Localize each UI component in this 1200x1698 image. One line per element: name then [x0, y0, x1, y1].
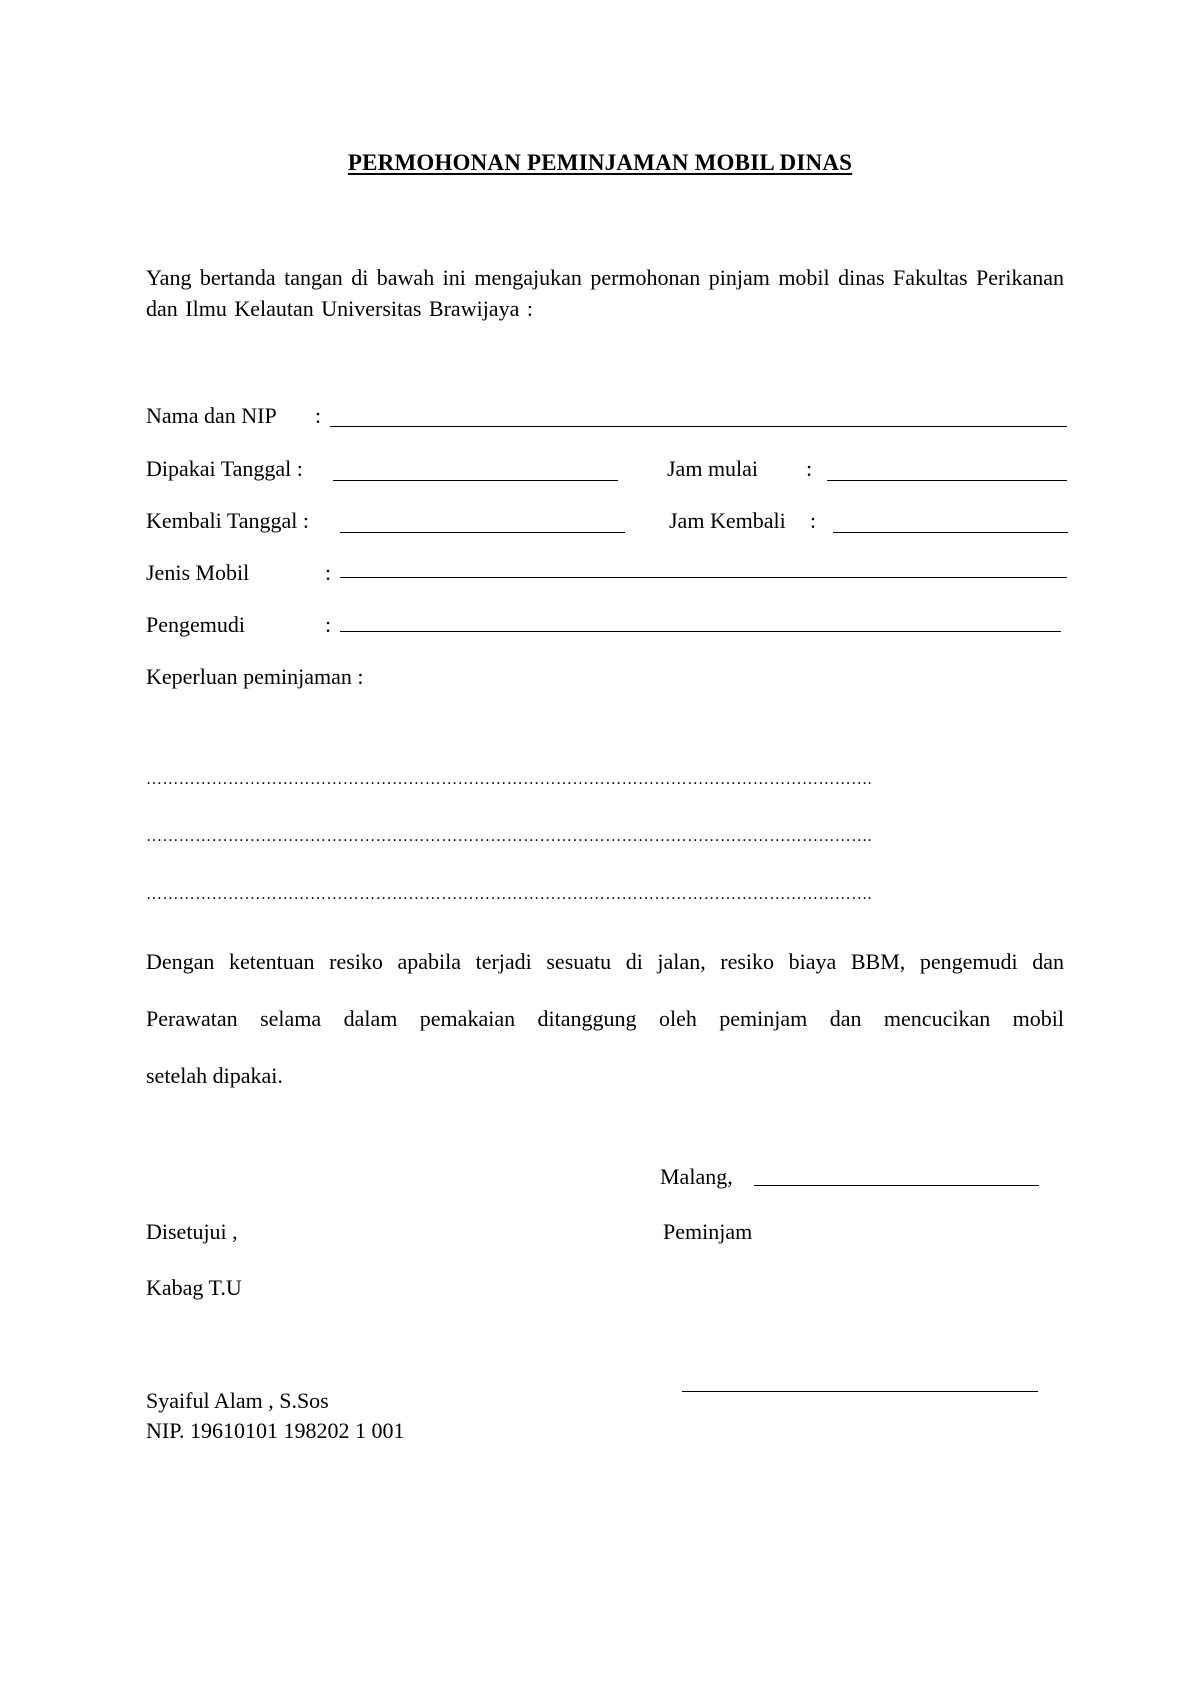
pengemudi-label: Pengemudi — [146, 612, 245, 637]
jam-mulai-label: Jam mulai — [667, 456, 759, 481]
jenis-mobil-label: Jenis Mobil — [146, 560, 250, 585]
approved-label: Disetujui , — [146, 1219, 238, 1244]
date-field[interactable] — [754, 1185, 1039, 1186]
page-title: PERMOHONAN PEMINJAMAN MOBIL DINAS — [347, 150, 853, 175]
nama-nip-label: Nama dan NIP — [146, 403, 277, 428]
terms-line-3: setelah dipakai. — [146, 1063, 283, 1088]
approver-title: Kabag T.U — [146, 1275, 242, 1300]
nama-nip-colon: : — [315, 403, 322, 428]
jenis-mobil-colon: : — [325, 560, 332, 585]
keperluan-line-3[interactable]: ……………………………………………………………………………………………………………………. — [146, 886, 872, 903]
terms-paragraph — [146, 933, 1064, 1104]
jam-kembali-field[interactable] — [833, 532, 1068, 533]
keperluan-label: Keperluan peminjaman : — [146, 664, 364, 689]
intro-paragraph: Yang bertanda tangan di bawah ini mengajukan permohonan pinjam mobil dinas Fakultas Perikanan dan Ilmu Kelautan Universitas Brawijaya : — [146, 265, 1064, 321]
pengemudi-field[interactable] — [340, 631, 1061, 632]
borrower-label: Peminjam — [663, 1219, 753, 1244]
approver-name: Syaiful Alam , S.Sos — [146, 1388, 329, 1413]
jenis-mobil-field[interactable] — [340, 577, 1067, 578]
kembali-tanggal-label: Kembali Tanggal : — [146, 508, 310, 533]
keperluan-line-1[interactable]: ……………………………………………………………………………………………………………………. — [146, 771, 872, 788]
keperluan-line-2[interactable]: ……………………………………………………………………………………………………………………. — [146, 828, 872, 845]
jam-mulai-field[interactable] — [827, 480, 1067, 481]
place-label: Malang, — [660, 1164, 733, 1189]
approver-nip: NIP. 19610101 198202 1 001 — [146, 1418, 405, 1443]
borrower-signature-line[interactable] — [682, 1391, 1038, 1392]
nama-nip-field[interactable] — [330, 426, 1067, 427]
dipakai-tanggal-label: Dipakai Tanggal : — [146, 456, 303, 481]
kembali-tanggal-field[interactable] — [340, 532, 625, 533]
terms-line-2: Perawatan selama dalam pemakaian ditanggung oleh peminjam dan mencucikan mobil — [146, 1006, 1064, 1031]
pengemudi-colon: : — [325, 612, 332, 637]
jam-mulai-colon: : — [806, 456, 813, 481]
jam-kembali-label: Jam Kembali — [669, 508, 786, 533]
jam-kembali-colon: : — [810, 508, 817, 533]
terms-line-1: Dengan ketentuan resiko apabila terjadi sesuatu di jalan, resiko biaya BBM, pengemudi dan — [146, 949, 1064, 974]
dipakai-tanggal-field[interactable] — [333, 480, 618, 481]
